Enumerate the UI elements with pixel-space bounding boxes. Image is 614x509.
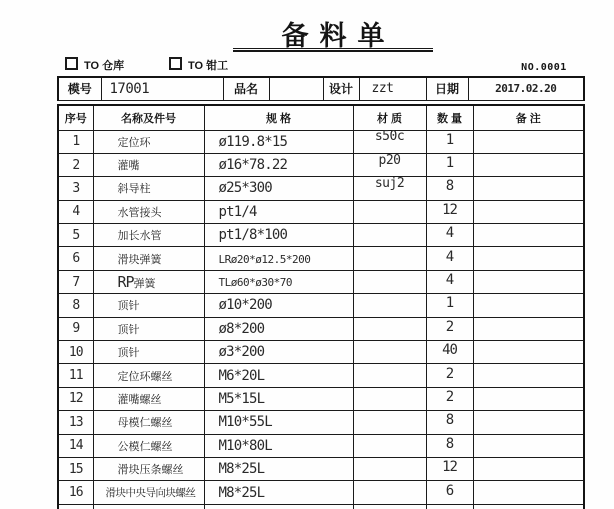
cell-remark (473, 224, 584, 247)
cell-material (353, 504, 426, 509)
cell-name: RP弹簧 (93, 270, 204, 293)
title-underline (233, 48, 433, 52)
table-row (58, 270, 584, 293)
designer-value: zzt (359, 77, 426, 100)
designer-label: 设计 (323, 77, 359, 100)
table-row (58, 200, 584, 223)
cell-no: 10 (58, 341, 93, 364)
cell-name: 斜导柱 (93, 177, 204, 200)
cell-material (353, 294, 426, 317)
cell-name: 水管接头 (93, 200, 204, 223)
cell-remark (473, 481, 584, 504)
cell-remark (473, 317, 584, 340)
table-row (58, 504, 584, 509)
cell-qty: 1 (426, 153, 473, 176)
cell-qty: 40 (426, 341, 473, 364)
cell-spec: M8*25L (204, 457, 353, 480)
cell-spec: ø119.8*15 (204, 130, 353, 153)
cell-remark (473, 177, 584, 200)
page-title: 备料单 (281, 21, 396, 51)
cell-remark (473, 270, 584, 293)
cell-no: 8 (58, 294, 93, 317)
table-row (58, 481, 584, 504)
checkbox-to-fitter[interactable] (169, 57, 182, 70)
cell-material (353, 317, 426, 340)
cell-name: 滑块压条螺丝 (93, 457, 204, 480)
cell-no: 15 (58, 457, 93, 480)
cell-spec: TLø60*ø30*70 (204, 270, 353, 293)
cell-remark (473, 504, 584, 509)
header-material: 材 质 (353, 105, 426, 130)
table-row (58, 434, 584, 457)
mold-no-value: 17001 (101, 77, 223, 100)
header-remark: 备 注 (473, 105, 584, 130)
table-row (58, 130, 584, 153)
cell-no: 4 (58, 200, 93, 223)
cell-spec: pt1/4 (204, 200, 353, 223)
table-row (58, 224, 584, 247)
cell-no: 3 (58, 177, 93, 200)
cell-remark (473, 411, 584, 434)
cell-material: suj2 (353, 177, 426, 200)
cell-remark (473, 153, 584, 176)
cell-material (353, 270, 426, 293)
cell-qty (426, 504, 473, 509)
product-name-label: 品名 (223, 77, 269, 100)
cell-name: 加长水管 (93, 224, 204, 247)
cell-remark (473, 364, 584, 387)
cell-name: 顶针 (93, 294, 204, 317)
cell-no: 7 (58, 270, 93, 293)
cell-name: 滑块弹簧 (93, 247, 204, 270)
cell-no: 11 (58, 364, 93, 387)
cell-remark (473, 434, 584, 457)
table-row (58, 294, 584, 317)
table-row (58, 247, 584, 270)
cell-material (353, 341, 426, 364)
cell-no: 16 (58, 481, 93, 504)
cell-qty: 6 (426, 481, 473, 504)
cell-material (353, 387, 426, 410)
table-row (58, 153, 584, 176)
cell-no: 2 (58, 153, 93, 176)
cell-spec: M10*80L (204, 434, 353, 457)
header-no: 序号 (58, 105, 93, 130)
cell-no: 9 (58, 317, 93, 340)
cell-remark (473, 200, 584, 223)
cell-spec: ø3*200 (204, 341, 353, 364)
cell-qty: 12 (426, 200, 473, 223)
cell-name: 顶针 (93, 341, 204, 364)
cell-qty: 4 (426, 247, 473, 270)
cell-qty: 12 (426, 457, 473, 480)
cell-spec: M5*15L (204, 387, 353, 410)
parts-table (57, 104, 585, 509)
cell-name: 定位环 (93, 130, 204, 153)
cell-qty: 1 (426, 130, 473, 153)
cell-spec: ø8*200 (204, 317, 353, 340)
cell-material (353, 224, 426, 247)
cell-name: 灌嘴螺丝 (93, 387, 204, 410)
cell-no: 12 (58, 387, 93, 410)
cell-material (353, 411, 426, 434)
cell-spec (204, 504, 353, 509)
cell-no: 1 (58, 130, 93, 153)
cell-remark (473, 341, 584, 364)
info-table (57, 76, 585, 101)
cell-qty: 1 (426, 294, 473, 317)
date-value: 2017.02.20 (468, 77, 584, 100)
info-row (58, 77, 584, 100)
cell-qty: 2 (426, 387, 473, 410)
cell-no: 14 (58, 434, 93, 457)
cell-spec: ø25*300 (204, 177, 353, 200)
cell-name: 滑块中央导向块螺丝 (93, 481, 204, 504)
table-row (58, 387, 584, 410)
table-body (58, 130, 584, 509)
cell-material (353, 481, 426, 504)
cell-name: 定位环螺丝 (93, 364, 204, 387)
cell-material: p20 (353, 153, 426, 176)
cell-qty: 2 (426, 364, 473, 387)
cell-name: 母模仁螺丝 (93, 411, 204, 434)
latin-prefix: RP (117, 273, 134, 292)
cell-remark (473, 294, 584, 317)
cell-qty: 2 (426, 317, 473, 340)
cell-name: 顶针 (93, 317, 204, 340)
checkbox-to-fitter-label: TO 钳工 (188, 60, 229, 72)
header-name: 名称及件号 (93, 105, 204, 130)
cell-no (58, 504, 93, 509)
product-name-value (269, 77, 323, 100)
cell-material (353, 364, 426, 387)
cell-material (353, 457, 426, 480)
table-row (58, 411, 584, 434)
cell-no: 13 (58, 411, 93, 434)
cell-remark (473, 130, 584, 153)
cell-material: s50c (353, 130, 426, 153)
table-row (58, 457, 584, 480)
cell-spec: M8*25L (204, 481, 353, 504)
cell-spec: ø10*200 (204, 294, 353, 317)
header-qty: 数 量 (426, 105, 473, 130)
cell-name: 灌嘴 (93, 153, 204, 176)
cell-qty: 8 (426, 411, 473, 434)
cell-name: 公模仁螺丝 (93, 434, 204, 457)
table-row (58, 341, 584, 364)
mold-no-label: 模号 (58, 77, 101, 100)
cell-qty: 8 (426, 177, 473, 200)
checkbox-to-warehouse-label: TO 仓库 (84, 60, 125, 72)
table-row (58, 364, 584, 387)
cell-name (93, 504, 204, 509)
cell-material (353, 200, 426, 223)
table-row (58, 317, 584, 340)
document-number: NO.0001 (521, 62, 567, 73)
cell-remark (473, 387, 584, 410)
cell-material (353, 434, 426, 457)
cell-spec: pt1/8*100 (204, 224, 353, 247)
cell-remark (473, 457, 584, 480)
cell-no: 5 (58, 224, 93, 247)
cell-material (353, 247, 426, 270)
header-spec: 规 格 (204, 105, 353, 130)
cell-qty: 8 (426, 434, 473, 457)
checkbox-to-warehouse[interactable] (65, 57, 78, 70)
date-label: 日期 (426, 77, 468, 100)
cell-spec: M10*55L (204, 411, 353, 434)
cell-qty: 4 (426, 270, 473, 293)
parts-table-header-row (58, 105, 584, 130)
cell-spec: LRø20*ø12.5*200 (204, 247, 353, 270)
cell-qty: 4 (426, 224, 473, 247)
cell-spec: ø16*78.22 (204, 153, 353, 176)
cell-remark (473, 247, 584, 270)
cell-no: 6 (58, 247, 93, 270)
cell-spec: M6*20L (204, 364, 353, 387)
table-row (58, 177, 584, 200)
